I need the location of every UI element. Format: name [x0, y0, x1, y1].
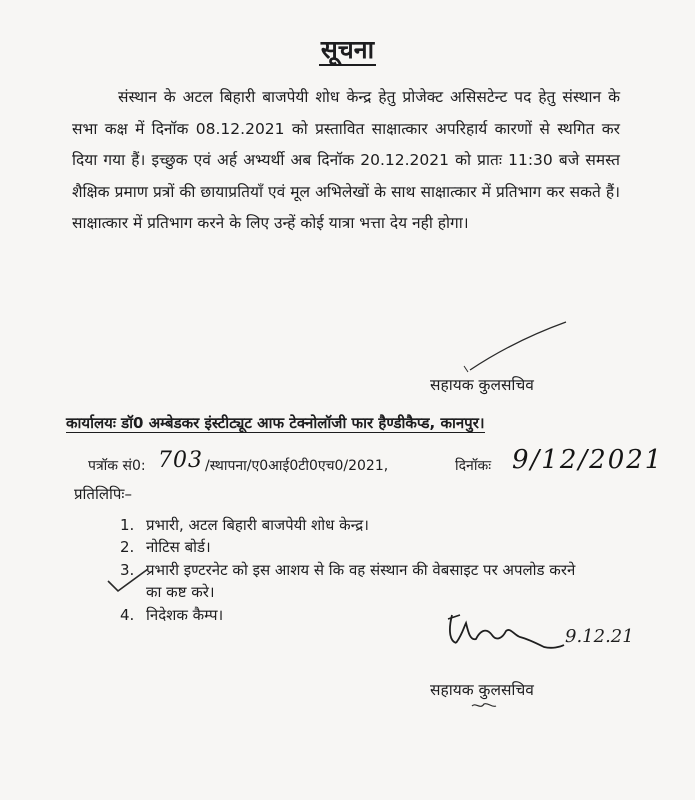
office-label: कार्यालयः	[66, 414, 116, 432]
reference-date-label: दिनॉकः	[455, 458, 492, 474]
notice-body: संस्थान के अटल बिहारी बाजपेयी शोध केन्द्र हेतु प्रोजेक्ट असिसटेन्ट पद हेतु संस्थान के सभा कक्ष में दिनॉक 08.12.2021 को प्रस्तावित साक्षात्कार अपरिहार्य कारणों से स्थगित कर दिया गया हैं। इच्छुक एवं अर्ह अभ्यर्थी अब दिनॉक 20.12.2021 को प्रातः 11:30 बजे समस्त शैक्षिक प्रमाण प्रत्रों की छायाप्रतियॉं एवं मूल अभिलेखों के साथ साक्षात्कार में प्रतिभाग कर सकते हैं। साक्षात्कार में प्रतिभाग करने के लिए उन्हें कोई यात्रा भत्ता देय नही होगा।	[72, 88, 620, 233]
signature-date-handwritten: 9.12.21	[565, 626, 634, 647]
reference-date-handwritten: 9/12/2021	[512, 445, 664, 475]
reference-number-handwritten: 703	[158, 448, 203, 473]
signature-2-icon	[440, 605, 670, 665]
copy-to-label: प्रतिलिपिः–	[74, 485, 132, 503]
signatory-designation: सहायक कुलसचिव	[430, 376, 534, 394]
office-name: डॉ0 अम्बेडकर इंस्टीट्यूट आफ टेक्नोलॉजी फार हैण्डीकैप्ड, कानपुर।	[121, 414, 485, 432]
list-item: 2. नोटिस बोर्ड।	[120, 538, 211, 557]
office-line	[66, 413, 485, 433]
reference-number-rest: /स्थापना/ए0आई0टी0एच0/2021,	[205, 458, 389, 474]
footer-designation: सहायक कुलसचिव	[430, 681, 534, 699]
reference-label: पत्रॉक सं0:	[88, 458, 146, 474]
list-item: 1. प्रभारी, अटल बिहारी बाजपेयी शोध केन्द्र।	[120, 516, 369, 534]
initial-mark-icon	[470, 700, 500, 714]
list-item: 4. निदेशक कैम्प।	[120, 605, 224, 624]
tick-mark-icon	[104, 567, 154, 597]
notice-title: सूचना	[320, 35, 375, 64]
list-item: 3. प्रभारी इण्टरनेट को इस आशय से कि वह संस्थान की वेबसाइट पर अपलोड करने का कष्ट करे।	[120, 560, 576, 602]
